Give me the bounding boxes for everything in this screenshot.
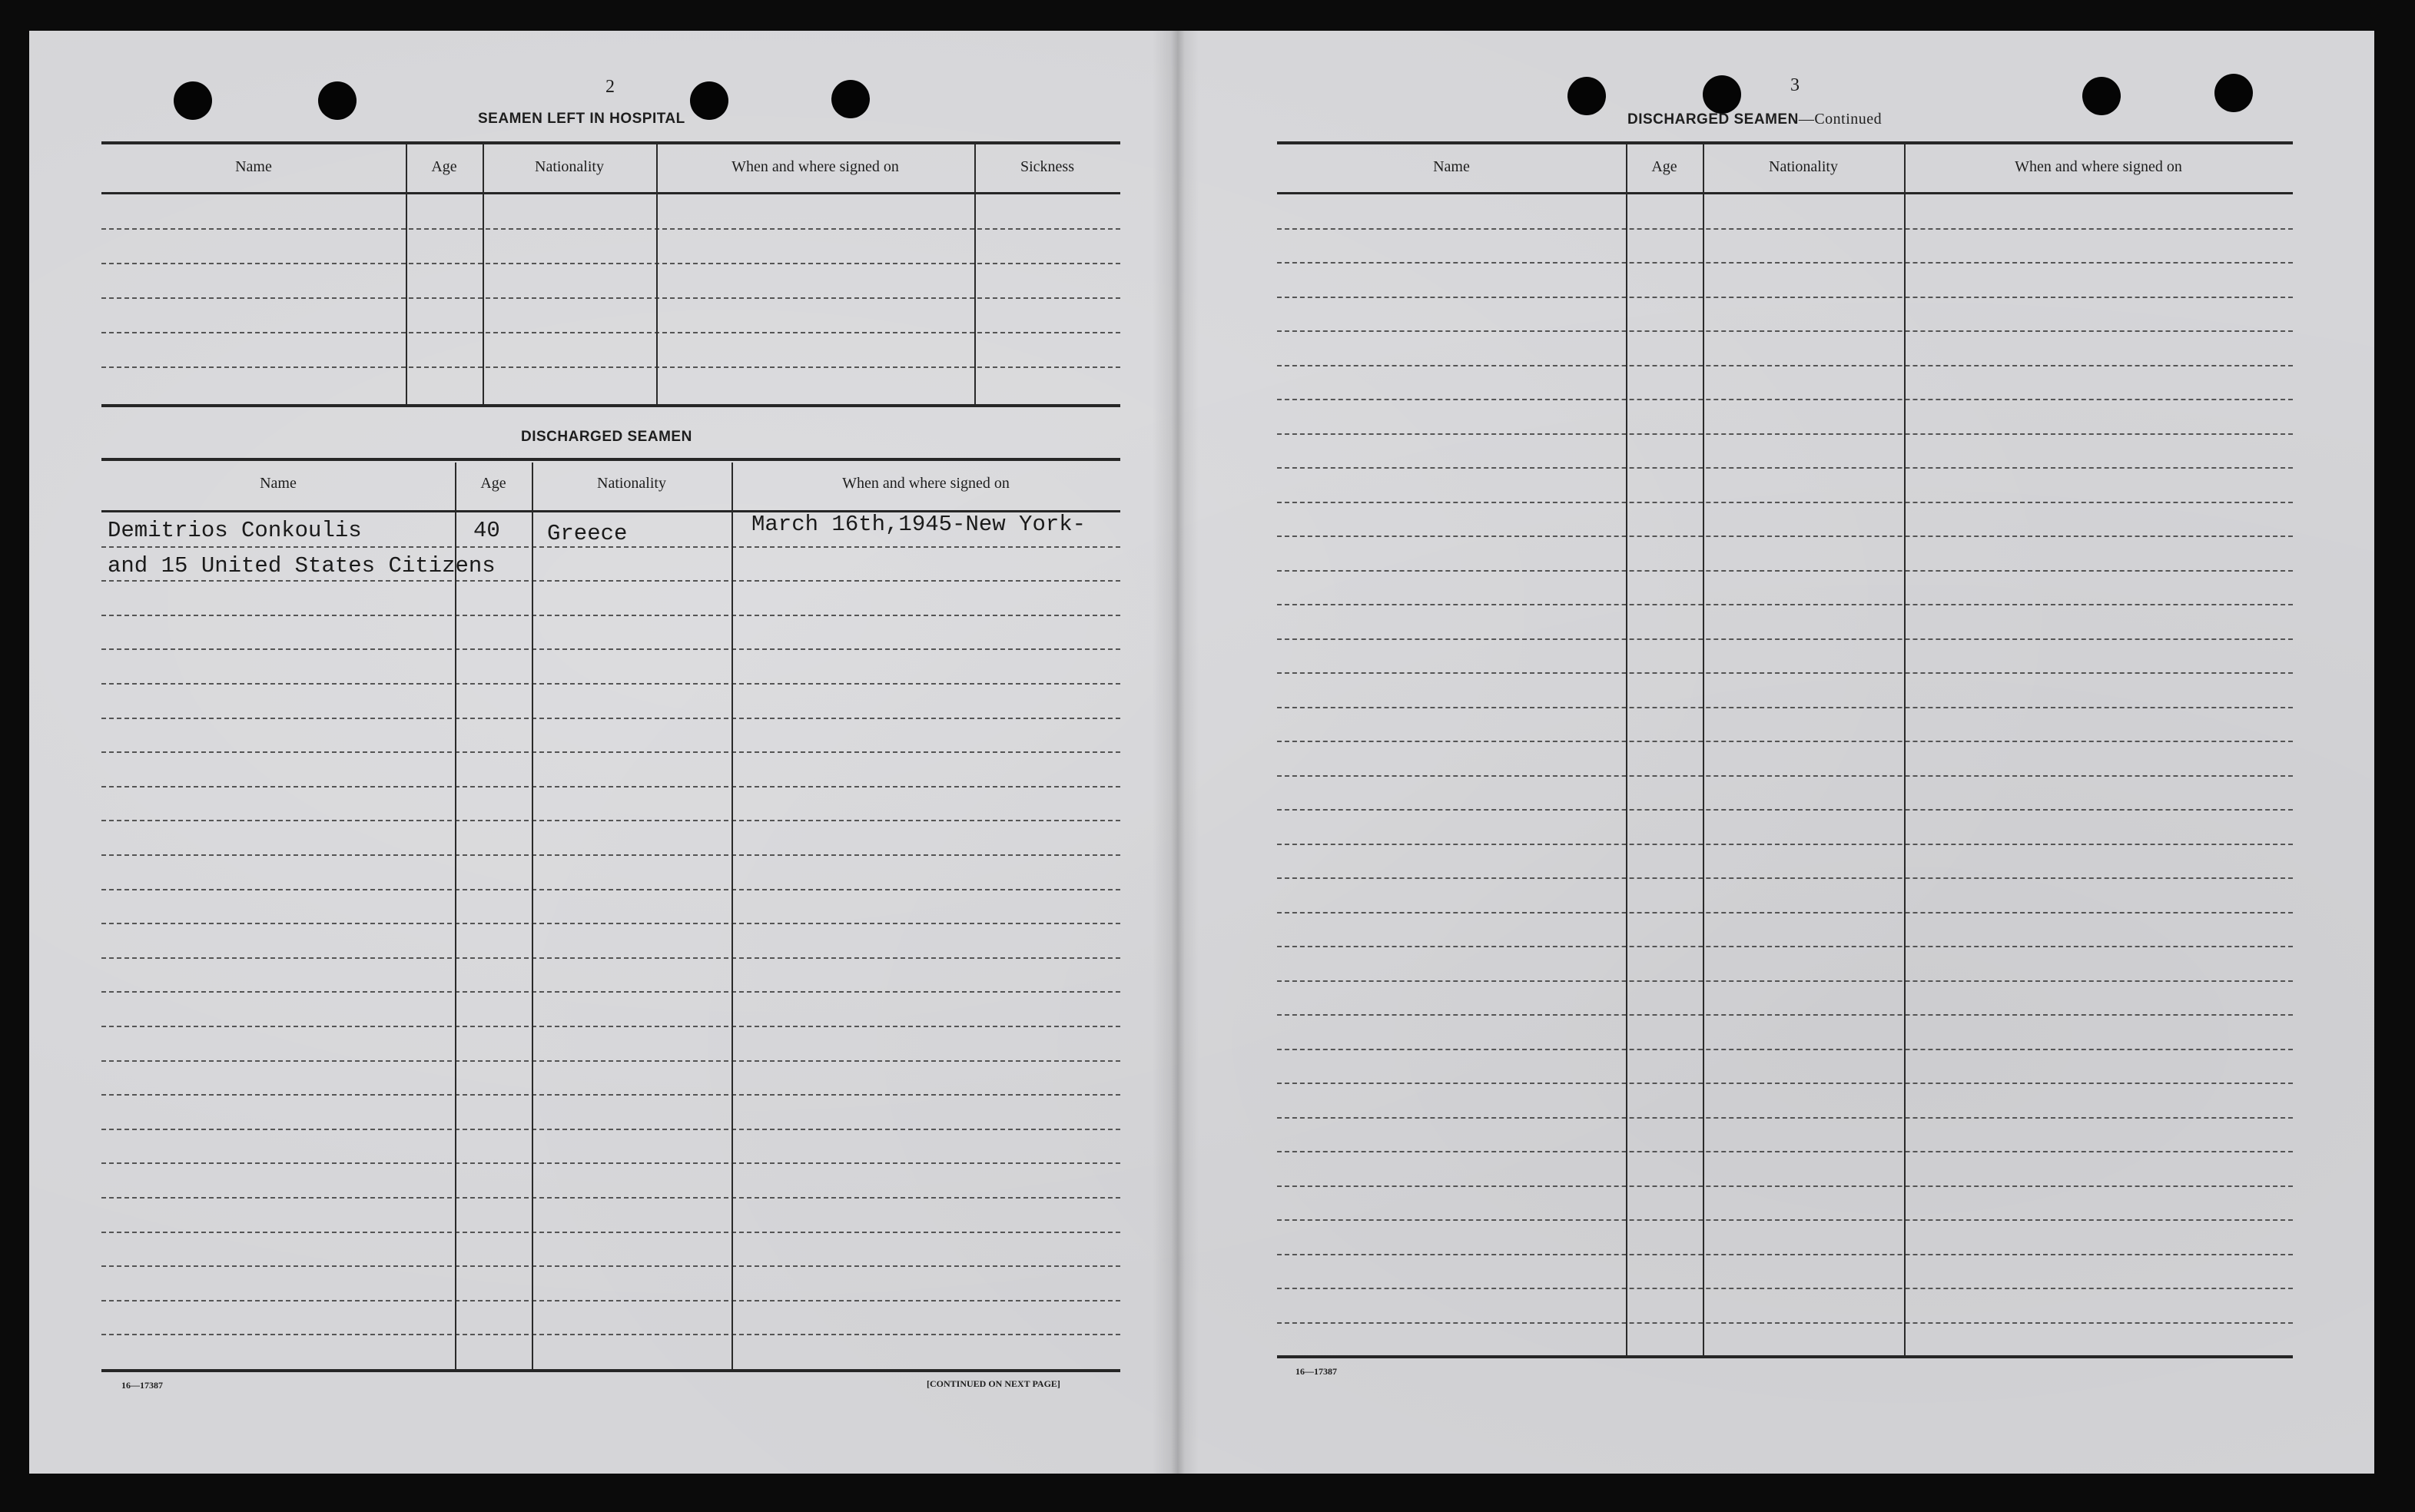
ruled-line	[1277, 330, 2293, 332]
table-rule	[101, 458, 1120, 461]
punch-hole	[2214, 74, 2253, 112]
ruled-line	[101, 1129, 1120, 1130]
ruled-line	[1277, 638, 2293, 640]
ruled-line	[1277, 672, 2293, 674]
column-header-name: Name	[1433, 158, 1470, 175]
ruled-line	[1277, 1288, 2293, 1289]
ruled-line	[101, 991, 1120, 993]
ruled-line	[101, 1162, 1120, 1164]
ruled-line	[1277, 809, 2293, 811]
form-number: 16—17387	[121, 1380, 163, 1391]
ruled-line	[1277, 1151, 2293, 1152]
ruled-line	[1277, 980, 2293, 982]
ruled-line	[101, 1094, 1120, 1096]
discharged-continued-title	[1627, 111, 1882, 128]
ruled-line	[101, 580, 1120, 582]
ruled-line	[1277, 1219, 2293, 1221]
ruled-line	[1277, 1049, 2293, 1050]
column-header-nationality: Nationality	[597, 475, 666, 492]
ruled-line	[101, 718, 1120, 719]
ruled-line	[101, 751, 1120, 753]
ruled-line	[1277, 433, 2293, 435]
ruled-line	[101, 854, 1120, 856]
page-number: 3	[1790, 75, 1800, 95]
entry-nationality: Greece	[547, 521, 628, 546]
table-rule	[1277, 1355, 2293, 1358]
title-suffix: —Continued	[1798, 111, 1883, 128]
ruled-line	[1277, 1322, 2293, 1324]
column-divider	[1626, 144, 1627, 1355]
ruled-line	[1277, 946, 2293, 947]
column-divider	[532, 463, 533, 1369]
ruled-line	[1277, 912, 2293, 914]
punch-hole	[831, 80, 870, 118]
ruled-line	[1277, 877, 2293, 879]
ruled-line	[101, 263, 1120, 264]
ruled-line	[1277, 536, 2293, 537]
ruled-line	[101, 1300, 1120, 1301]
column-header-nationality: Nationality	[1769, 158, 1838, 175]
ruled-line	[101, 1232, 1120, 1233]
punch-hole	[2082, 77, 2121, 115]
ruled-line	[1277, 228, 2293, 230]
ruled-line	[1277, 1014, 2293, 1016]
form-number: 16—17387	[1295, 1366, 1337, 1377]
column-header-nationality: Nationality	[535, 158, 604, 175]
column-divider	[974, 144, 976, 404]
punch-hole	[174, 81, 212, 120]
ruled-line	[101, 1026, 1120, 1027]
ruled-line	[101, 228, 1120, 230]
table-rule	[1277, 141, 2293, 144]
table-rule	[101, 192, 1120, 194]
column-divider	[483, 144, 484, 404]
column-header-age: Age	[480, 475, 506, 492]
ruled-line	[101, 297, 1120, 299]
column-header-sickness: Sickness	[1020, 158, 1074, 175]
entry-age: 40	[473, 518, 500, 543]
punch-hole	[1567, 77, 1606, 115]
ruled-line	[101, 683, 1120, 685]
ruled-line	[101, 615, 1120, 616]
ruled-line	[101, 648, 1120, 650]
ruled-line	[1277, 1254, 2293, 1255]
table-rule	[101, 141, 1120, 144]
column-divider	[731, 463, 733, 1369]
entry-signed-on: March 16th,1945-New York-	[751, 512, 1086, 537]
column-header-name: Name	[260, 475, 297, 492]
ruled-line	[101, 332, 1120, 333]
column-divider	[656, 144, 658, 404]
column-header-name: Name	[235, 158, 272, 175]
ruled-line	[1277, 1117, 2293, 1119]
ruled-line	[1277, 467, 2293, 469]
ruled-line	[101, 923, 1120, 924]
entry-name: and 15 United States Citizens	[108, 553, 496, 579]
column-header-signed-on: When and where signed on	[2015, 158, 2182, 175]
ruled-line	[101, 1334, 1120, 1335]
punch-hole	[690, 81, 728, 120]
ruled-line	[1277, 1185, 2293, 1187]
title-text: DISCHARGED SEAMEN	[1627, 111, 1799, 128]
ruled-line	[101, 786, 1120, 788]
table-rule	[101, 1369, 1120, 1372]
ruled-line	[1277, 399, 2293, 400]
column-divider	[406, 144, 407, 404]
punch-hole	[318, 81, 357, 120]
column-header-signed-on: When and where signed on	[731, 158, 899, 175]
column-divider	[1703, 144, 1704, 1355]
table-rule	[101, 404, 1120, 407]
ruled-line	[1277, 570, 2293, 572]
discharged-section-title: DISCHARGED SEAMEN	[521, 429, 692, 445]
ruled-line	[101, 820, 1120, 821]
column-header-age: Age	[1651, 158, 1677, 175]
ruled-line	[1277, 741, 2293, 742]
ruled-line	[101, 366, 1120, 368]
ruled-line	[101, 1197, 1120, 1199]
column-header-signed-on: When and where signed on	[842, 475, 1010, 492]
ruled-line	[101, 1060, 1120, 1062]
column-header-age: Age	[431, 158, 457, 175]
page-fold	[1153, 31, 1199, 1474]
ruled-line	[1277, 262, 2293, 264]
ruled-line	[1277, 775, 2293, 777]
ruled-line	[101, 546, 1120, 548]
entry-name: Demitrios Conkoulis	[108, 518, 362, 543]
ruled-line	[101, 1265, 1120, 1267]
punch-hole	[1703, 75, 1741, 114]
ruled-line	[1277, 502, 2293, 503]
ruled-line	[1277, 297, 2293, 298]
ruled-line	[1277, 1083, 2293, 1084]
table-rule	[1277, 192, 2293, 194]
column-divider	[455, 463, 456, 1369]
ruled-line	[101, 889, 1120, 890]
ruled-line	[1277, 707, 2293, 708]
ruled-line	[1277, 844, 2293, 845]
ruled-line	[1277, 365, 2293, 366]
ruled-line	[1277, 604, 2293, 605]
column-divider	[1904, 144, 1906, 1355]
continued-note: [CONTINUED ON NEXT PAGE]	[927, 1378, 1060, 1389]
ruled-line	[101, 957, 1120, 959]
page-number: 2	[605, 77, 615, 97]
hospital-section-title: SEAMEN LEFT IN HOSPITAL	[478, 111, 685, 127]
